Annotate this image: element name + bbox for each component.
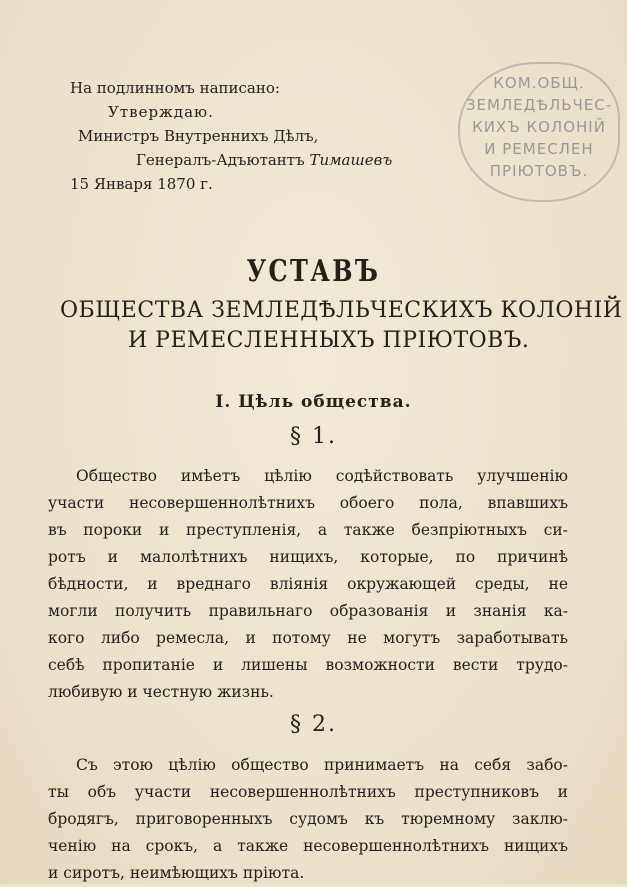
approval-general: [70, 148, 392, 172]
approval-general-title: Генералъ-Адъютантъ: [136, 151, 305, 169]
stamp-text: [458, 62, 620, 182]
approval-note: На подлинномъ написано:: [70, 79, 280, 97]
stamp-line: КОМ.ОБЩ.: [493, 74, 585, 92]
text-line: Съ этою цѣлію общество принимаетъ на себя забо-: [76, 756, 568, 774]
text-line: бѣдности, и вреднаго вліянія окружающей среды, не: [48, 575, 568, 593]
approval-approved: Утверждаю.: [108, 103, 214, 121]
document-subtitle-line2: И РЕМЕСЛЕННЫХЪ ПРІЮТОВЪ.: [128, 328, 530, 353]
text-line: и сиротъ, неимѣющихъ пріюта.: [48, 864, 305, 882]
approval-block: [70, 76, 392, 196]
text-line: участи несовершеннолѣтнихъ обоего пола, впавшихъ: [48, 494, 568, 512]
text-line: могли получить правильнаго образованія и знанія ка-: [48, 602, 568, 620]
paragraph-2-text: [48, 752, 568, 887]
text-line: себѣ пропитаніе и лишены возможности вести трудо-: [48, 656, 568, 674]
text-line: въ пороки и преступленія, а также безпріютныхъ си-: [48, 521, 568, 539]
text-line: Общество имѣетъ цѣлію содѣйствовать улучшенію: [76, 467, 568, 485]
paragraph-sign-1: § 1.: [290, 424, 337, 449]
text-line: любивую и честную жизнь.: [48, 683, 274, 701]
document-title: УСТАВЪ: [246, 254, 381, 289]
text-line: ты объ участи несовершеннолѣтнихъ преступниковъ и: [48, 783, 568, 801]
approval-minister: Министръ Внутреннихъ Дѣлъ,: [78, 127, 319, 145]
text-line: ротъ и малолѣтнихъ нищихъ, которые, по причинѣ: [48, 548, 568, 566]
stamp-line: КИХЪ КОЛОНІЙ: [472, 118, 606, 136]
society-stamp: [458, 62, 620, 202]
text-line: кого либо ремесла, и потому не могутъ заработывать: [48, 629, 568, 647]
stamp-line: И РЕМЕСЛЕН: [484, 140, 594, 158]
paragraph-sign-2: § 2.: [290, 712, 337, 737]
approval-signature: Тимашевъ: [309, 151, 393, 169]
document-subtitle-line1: ОБЩЕСТВА ЗЕМЛЕДѢЛЬЧЕСКИХЪ КОЛОНІЙ: [60, 298, 623, 323]
section-heading: I. Цѣль общества.: [215, 392, 412, 412]
text-line: ченію на срокъ, а также несовершеннолѣтнихъ нищихъ: [48, 837, 568, 855]
stamp-line: ПРІЮТОВЪ.: [489, 162, 589, 180]
approval-date: 15 Января 1870 г.: [70, 175, 213, 193]
stamp-line: ЗЕМЛЕДѢЛЬЧЕС-: [465, 96, 613, 114]
paragraph-1-text: [48, 463, 568, 706]
text-line: бродягъ, приговоренныхъ судомъ къ тюремному заклю-: [48, 810, 568, 828]
